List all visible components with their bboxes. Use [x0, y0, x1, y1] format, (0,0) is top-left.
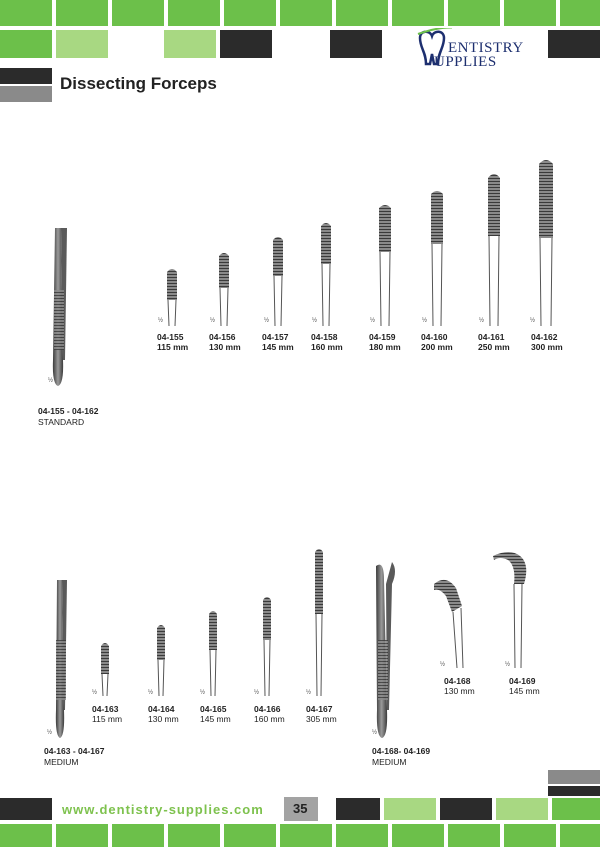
item-code: 04-163: [92, 704, 119, 714]
standard-group-label: [38, 406, 99, 428]
medium-tip-04-165-icon: [209, 611, 217, 696]
item-size: 115 mm: [92, 714, 123, 724]
standard-tip-04-155-icon: [167, 269, 177, 326]
half-scale-mark: ½: [422, 318, 428, 324]
half-scale-mark: ½: [47, 730, 53, 736]
item-code: 04-162: [531, 332, 558, 342]
standard-tip-04-162-icon: [539, 160, 553, 326]
curved-tip-04-168-icon: [434, 580, 463, 668]
half-scale-mark: ½: [530, 318, 536, 324]
item-size: 305 mm: [306, 714, 337, 724]
curved-tip-04-169-icon: [493, 552, 526, 668]
standard-tip-04-157-icon: [273, 237, 283, 326]
half-scale-mark: ½: [306, 690, 312, 696]
item-code: 04-169: [509, 676, 536, 686]
half-scale-mark: ½: [92, 690, 98, 696]
item-size: 180 mm: [369, 342, 401, 352]
item-size: 250 mm: [478, 342, 510, 352]
page-number: 35: [293, 801, 308, 816]
standard-tip-04-158-icon: [321, 223, 331, 326]
half-scale-mark: ½: [254, 690, 260, 696]
half-scale-mark: ½: [158, 318, 164, 324]
standard-forceps-full-icon: [53, 228, 67, 386]
item-code: 04-164: [148, 704, 175, 714]
item-size: 145 mm: [200, 714, 231, 724]
half-scale-mark: ½: [440, 662, 446, 668]
item-code: 04-166: [254, 704, 281, 714]
half-scale-mark: ½: [200, 690, 206, 696]
logo-line-2: UPPLIES: [434, 54, 497, 70]
item-code: 04-157: [262, 332, 289, 342]
item-code: 04-155: [157, 332, 184, 342]
standard-tip-04-156-icon: [219, 253, 229, 326]
logo-line-1: ENTISTRY: [448, 40, 524, 56]
half-scale-mark: ½: [505, 662, 511, 668]
curved-forceps-full-icon: [376, 562, 395, 738]
curved-group-label: [372, 746, 430, 768]
group-codes: 04-155 - 04-162: [38, 406, 99, 416]
half-scale-mark: ½: [264, 318, 270, 324]
item-size: 130 mm: [444, 686, 475, 696]
item-size: 115 mm: [157, 342, 189, 352]
item-size: 145 mm: [262, 342, 294, 352]
group-codes: 04-163 - 04-167: [44, 746, 105, 756]
half-scale-mark: ½: [210, 318, 216, 324]
half-scale-mark: ½: [148, 690, 154, 696]
item-code: 04-168: [444, 676, 471, 686]
half-scale-mark: ½: [48, 378, 54, 384]
half-scale-mark: ½: [312, 318, 318, 324]
item-size: 160 mm: [311, 342, 343, 352]
medium-tip-04-166-icon: [263, 597, 271, 696]
standard-tip-04-159-icon: [379, 205, 391, 326]
item-code: 04-156: [209, 332, 236, 342]
item-code: 04-165: [200, 704, 227, 714]
item-size: 145 mm: [509, 686, 540, 696]
group-codes: 04-168- 04-169: [372, 746, 431, 756]
item-code: 04-167: [306, 704, 333, 714]
item-size: 130 mm: [209, 342, 241, 352]
medium-forceps-full-icon: [56, 580, 67, 738]
medium-group-label: [44, 746, 105, 768]
item-code: 04-160: [421, 332, 448, 342]
group-type: MEDIUM: [44, 757, 79, 767]
half-scale-mark: ½: [372, 730, 378, 736]
standard-tip-04-160-icon: [431, 191, 443, 326]
medium-tip-04-164-icon: [157, 625, 165, 696]
group-type: MEDIUM: [372, 757, 407, 767]
medium-tip-04-167-icon: [315, 549, 323, 696]
medium-tip-04-163-icon: [101, 643, 109, 696]
item-size: 200 mm: [421, 342, 453, 352]
group-type: STANDARD: [38, 417, 85, 427]
item-size: 160 mm: [254, 714, 285, 724]
item-size: 130 mm: [148, 714, 179, 724]
item-size: 300 mm: [531, 342, 563, 352]
half-scale-mark: ½: [370, 318, 376, 324]
website-link[interactable]: www.dentistry-supplies.com: [62, 802, 264, 817]
standard-tip-04-161-icon: [488, 174, 500, 326]
page-title: Dissecting Forceps: [60, 74, 217, 93]
item-code: 04-161: [478, 332, 505, 342]
item-code: 04-158: [311, 332, 338, 342]
half-scale-mark: ½: [479, 318, 485, 324]
item-code: 04-159: [369, 332, 396, 342]
